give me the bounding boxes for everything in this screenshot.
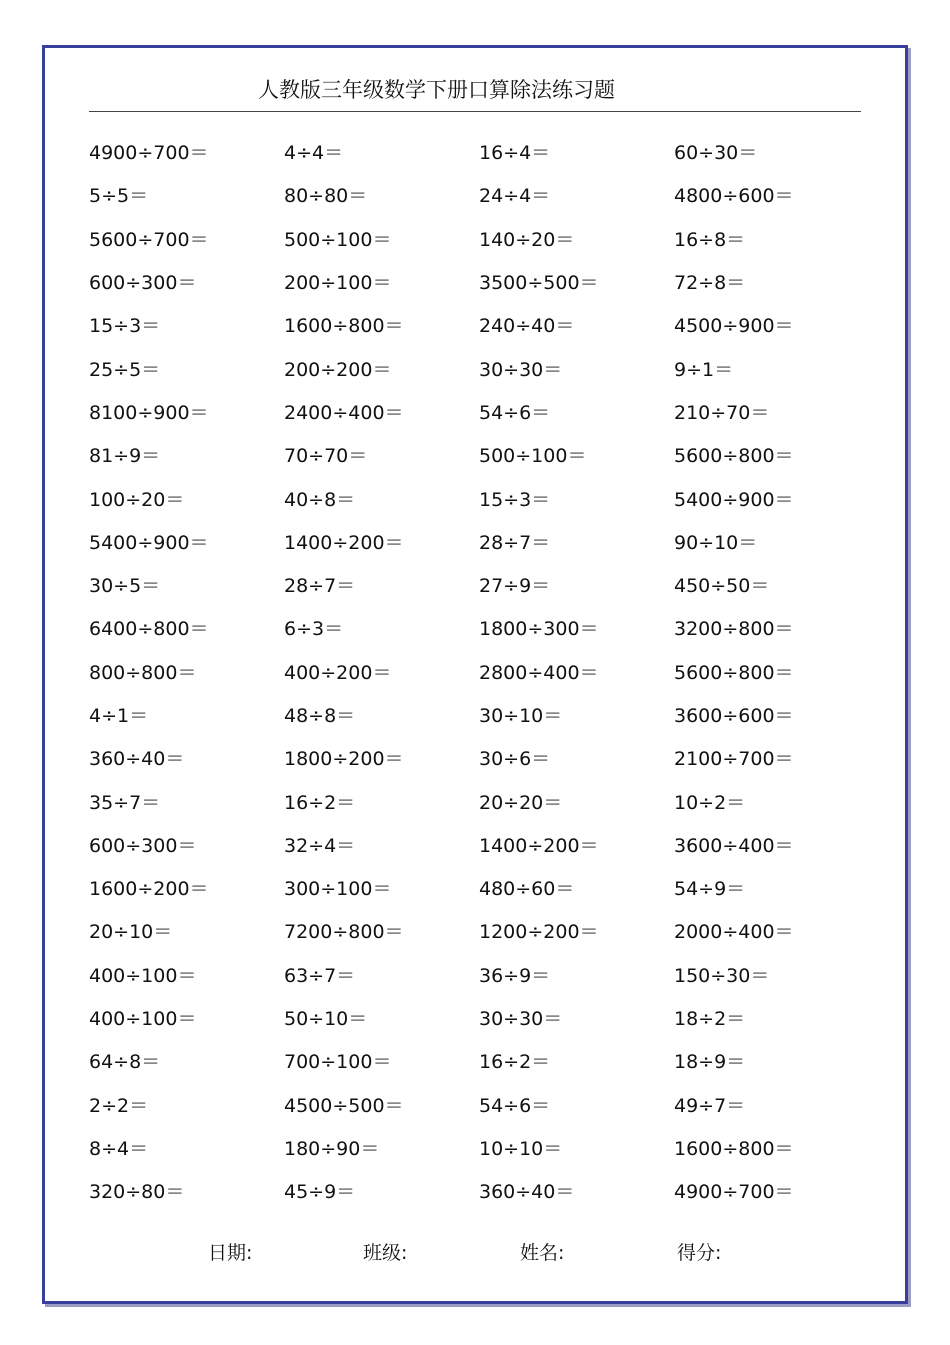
division-problem: 450÷50＝	[674, 575, 770, 598]
problem-row	[89, 260, 869, 303]
division-problem: 20÷10＝	[89, 921, 173, 944]
division-problem: 6400÷800＝	[89, 618, 209, 641]
division-problem: 4900÷700＝	[89, 142, 209, 165]
division-problem: 800÷800＝	[89, 661, 197, 684]
division-problem: 4÷4＝	[284, 142, 344, 165]
problem-row	[89, 650, 869, 693]
division-problem: 24÷4＝	[479, 185, 551, 208]
division-problem: 400÷200＝	[284, 661, 392, 684]
problem-row	[89, 953, 869, 996]
division-problem: 300÷100＝	[284, 878, 392, 901]
division-problem: 27÷9＝	[479, 575, 551, 598]
problem-row	[89, 563, 869, 606]
problem-row	[89, 909, 869, 952]
problem-row	[89, 520, 869, 563]
problem-row	[89, 866, 869, 909]
division-problem: 60÷30＝	[674, 142, 758, 165]
division-problem: 64÷8＝	[89, 1051, 161, 1074]
division-problem: 140÷20＝	[479, 228, 575, 251]
division-problem: 1800÷200＝	[284, 748, 404, 771]
division-problem: 2400÷400＝	[284, 401, 404, 424]
problem-row	[89, 693, 869, 736]
problem-row	[89, 996, 869, 1039]
division-problem: 54÷9＝	[674, 878, 746, 901]
problem-row	[89, 1039, 869, 1082]
division-problem: 1600÷800＝	[674, 1137, 794, 1160]
division-problem: 5400÷900＝	[674, 488, 794, 511]
division-problem: 16÷2＝	[479, 1051, 551, 1074]
division-problem: 700÷100＝	[284, 1051, 392, 1074]
division-problem: 20÷20＝	[479, 791, 563, 814]
division-problem: 200÷200＝	[284, 358, 392, 381]
problem-row	[89, 346, 869, 389]
title-divider	[89, 111, 861, 112]
division-problem: 240÷40＝	[479, 315, 575, 338]
division-problem: 80÷80＝	[284, 185, 368, 208]
division-problem: 4500÷900＝	[674, 315, 794, 338]
division-problem: 28÷7＝	[284, 575, 356, 598]
division-problem: 2÷2＝	[89, 1094, 149, 1117]
division-problem: 7200÷800＝	[284, 921, 404, 944]
division-problem: 1200÷200＝	[479, 921, 599, 944]
division-problem: 5600÷700＝	[89, 228, 209, 251]
division-problem: 210÷70＝	[674, 401, 770, 424]
division-problem: 5÷5＝	[89, 185, 149, 208]
division-problem: 500÷100＝	[284, 228, 392, 251]
problem-row	[89, 433, 869, 476]
division-problem: 4÷1＝	[89, 705, 149, 727]
division-problem: 40÷8＝	[284, 488, 356, 511]
problem-row	[89, 173, 869, 216]
division-problem: 1600÷800＝	[284, 315, 404, 338]
division-problem: 70÷70＝	[284, 445, 368, 468]
division-problem: 16÷4＝	[479, 142, 551, 165]
division-problem: 30÷30＝	[479, 1008, 563, 1031]
division-problem: 25÷5＝	[89, 358, 161, 381]
division-problem: 180÷90＝	[284, 1137, 380, 1160]
division-problem: 3500÷500＝	[479, 272, 599, 295]
division-problem: 8÷4＝	[89, 1137, 149, 1160]
division-problem: 1600÷200＝	[89, 878, 209, 901]
division-problem: 30÷5＝	[89, 575, 161, 598]
problem-row	[89, 1169, 869, 1212]
division-problem: 400÷100＝	[89, 1008, 197, 1031]
score-label: 得分:	[677, 1242, 722, 1264]
problem-row	[89, 390, 869, 433]
division-problem: 3600÷600＝	[674, 705, 794, 727]
problem-row	[89, 823, 869, 866]
division-problem: 3600÷400＝	[674, 834, 794, 857]
division-problem: 48÷8＝	[284, 705, 356, 727]
division-problem: 4800÷600＝	[674, 185, 794, 208]
name-label: 姓名:	[520, 1242, 565, 1264]
division-problem: 2000÷400＝	[674, 921, 794, 944]
problem-row	[89, 779, 869, 822]
division-problem: 32÷4＝	[284, 834, 356, 857]
division-problem: 400÷100＝	[89, 964, 197, 987]
division-problem: 600÷300＝	[89, 272, 197, 295]
division-problem: 72÷8＝	[674, 272, 746, 295]
division-problem: 54÷6＝	[479, 401, 551, 424]
division-problem: 45÷9＝	[284, 1181, 356, 1204]
problem-row	[89, 1083, 869, 1126]
division-problem: 6÷3＝	[284, 618, 344, 641]
division-problem: 15÷3＝	[479, 488, 551, 511]
page-title: 人教版三年级数学下册口算除法练习题	[258, 78, 615, 102]
division-problem: 8100÷900＝	[89, 401, 209, 424]
division-problem: 200÷100＝	[284, 272, 392, 295]
division-problem: 35÷7＝	[89, 791, 161, 814]
division-problem: 63÷7＝	[284, 964, 356, 987]
division-problem: 90÷10＝	[674, 531, 758, 554]
division-problem: 600÷300＝	[89, 834, 197, 857]
division-problem: 360÷40＝	[479, 1181, 575, 1204]
division-problem: 1400÷200＝	[479, 834, 599, 857]
division-problem: 4900÷700＝	[674, 1181, 794, 1204]
problem-row	[89, 1126, 869, 1169]
problem-grid	[89, 130, 869, 1212]
division-problem: 10÷2＝	[674, 791, 746, 814]
problem-row	[89, 476, 869, 519]
division-problem: 4500÷500＝	[284, 1094, 404, 1117]
division-problem: 3200÷800＝	[674, 618, 794, 641]
division-problem: 1800÷300＝	[479, 618, 599, 641]
division-problem: 30÷30＝	[479, 358, 563, 381]
division-problem: 2800÷400＝	[479, 661, 599, 684]
problem-row	[89, 217, 869, 260]
class-label: 班级:	[363, 1242, 408, 1264]
division-problem: 150÷30＝	[674, 964, 770, 987]
division-problem: 10÷10＝	[479, 1137, 563, 1160]
division-problem: 1400÷200＝	[284, 531, 404, 554]
division-problem: 50÷10＝	[284, 1008, 368, 1031]
division-problem: 5400÷900＝	[89, 531, 209, 554]
division-problem: 100÷20＝	[89, 488, 185, 511]
division-problem: 15÷3＝	[89, 315, 161, 338]
division-problem: 500÷100＝	[479, 445, 587, 468]
division-problem: 49÷7＝	[674, 1094, 746, 1117]
division-problem: 2100÷700＝	[674, 748, 794, 771]
problem-row	[89, 303, 869, 346]
date-label: 日期:	[208, 1242, 253, 1264]
problem-row	[89, 606, 869, 649]
division-problem: 5600÷800＝	[674, 445, 794, 468]
division-problem: 18÷9＝	[674, 1051, 746, 1074]
division-problem: 480÷60＝	[479, 878, 575, 901]
division-problem: 28÷7＝	[479, 531, 551, 554]
division-problem: 81÷9＝	[89, 445, 161, 468]
division-problem: 36÷9＝	[479, 964, 551, 987]
division-problem: 18÷2＝	[674, 1008, 746, 1031]
division-problem: 320÷80＝	[89, 1181, 185, 1204]
division-problem: 5600÷800＝	[674, 661, 794, 684]
division-problem: 30÷10＝	[479, 705, 563, 727]
division-problem: 9÷1＝	[674, 358, 734, 381]
division-problem: 16÷8＝	[674, 228, 746, 251]
problem-row	[89, 736, 869, 779]
problem-row	[89, 130, 869, 173]
division-problem: 30÷6＝	[479, 748, 551, 771]
division-problem: 16÷2＝	[284, 791, 356, 814]
division-problem: 54÷6＝	[479, 1094, 551, 1117]
division-problem: 360÷40＝	[89, 748, 185, 771]
